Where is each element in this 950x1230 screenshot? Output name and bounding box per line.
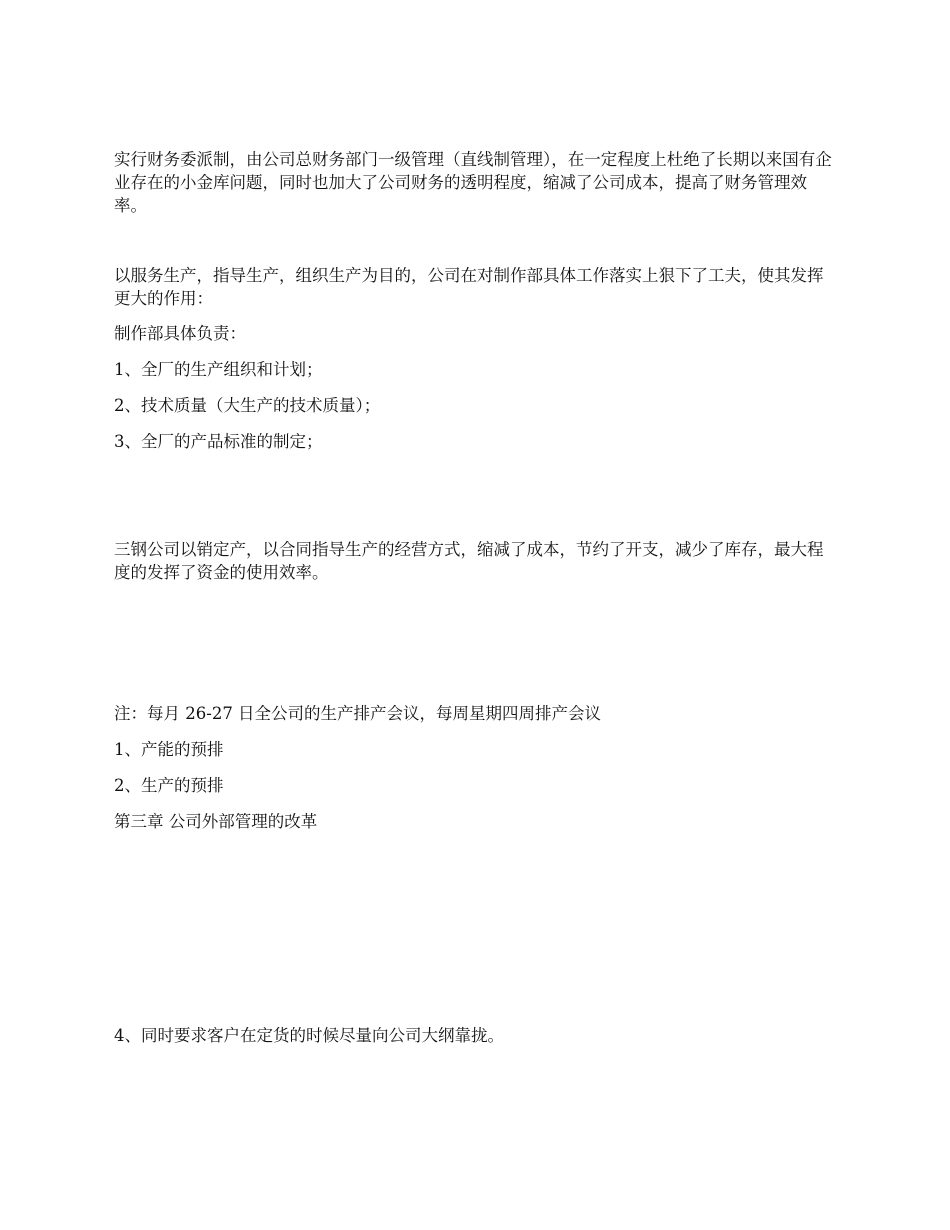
chapter-heading: 第三章 公司外部管理的改革	[114, 812, 318, 831]
paragraph-finance: 实行财务委派制，由公司总财务部门一级管理（直线制管理），在一定程度上杜绝了长期以来国有企业存在的小金库问题，同时也加大了公司财务的透明程度，缩减了公司成本，提高了财务管理效率。	[114, 150, 832, 215]
paragraph-sales: 三钢公司以销定产，以合同指导生产的经营方式，缩减了成本，节约了开支，减少了库存，最大程度的发挥了资金的使用效率。	[114, 540, 824, 582]
production-dept-heading: 制作部具体负责：	[114, 324, 246, 343]
production-dept-item-2: 2、技术质量（大生产的技术质量）；	[114, 396, 381, 415]
note-item-1: 1、产能的预排	[114, 740, 224, 759]
production-dept-item-1: 1、全厂的生产组织和计划；	[114, 360, 323, 379]
paragraph-service: 以服务生产，指导生产，组织生产为目的，公司在对制作部具体工作落实上狠下了工夫，使其发挥更大的作用：	[114, 266, 824, 308]
production-dept-item-3: 3、全厂的产品标准的制定；	[114, 432, 323, 451]
customer-item: 4、同时要求客户在定货的时候尽量向公司大纲靠拢。	[114, 1026, 504, 1045]
meeting-note: 注：每月 26-27 日全公司的生产排产会议，每周星期四周排产会议	[114, 704, 602, 723]
note-item-2: 2、生产的预排	[114, 776, 224, 795]
